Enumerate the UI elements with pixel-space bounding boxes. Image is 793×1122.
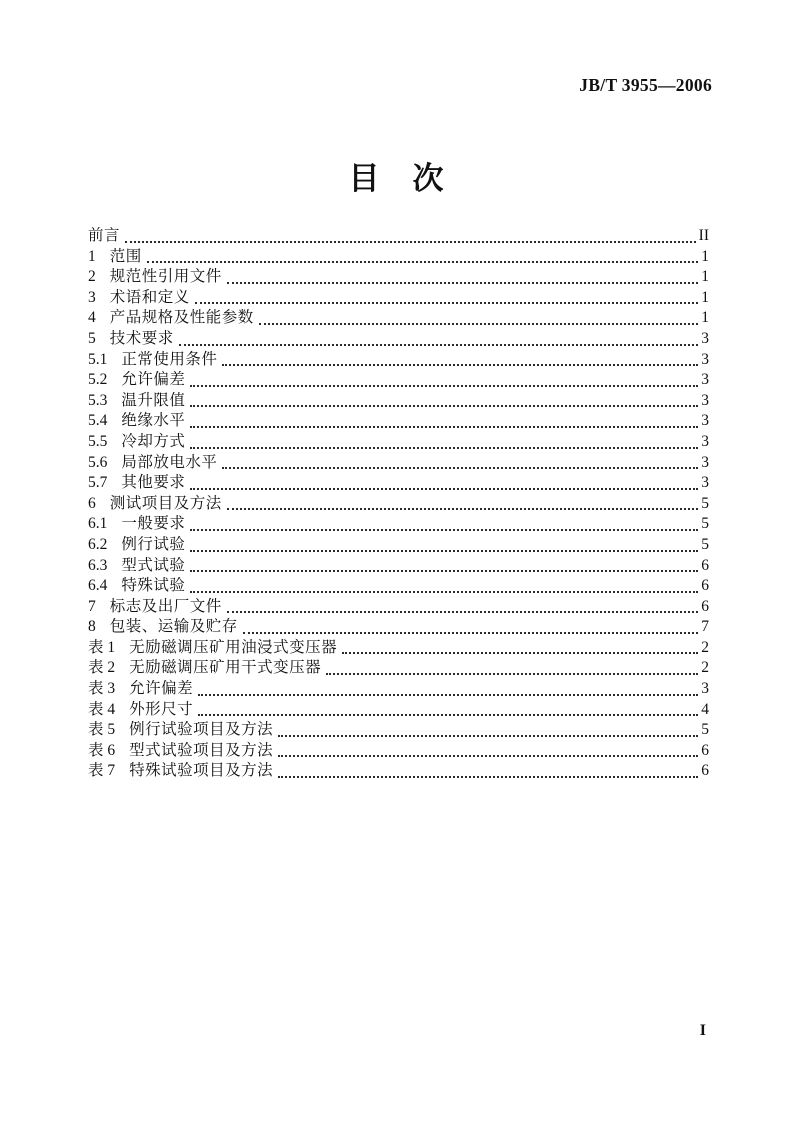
toc-entry-label: 特殊试验 — [121, 577, 186, 595]
toc-entry-page: 6 — [701, 741, 709, 759]
toc-leader-dots — [195, 302, 698, 304]
toc-leader-dots — [190, 426, 698, 428]
toc-entry-label: 规范性引用文件 — [109, 268, 222, 286]
toc-entry-page: 3 — [701, 371, 709, 389]
toc-entry-number: 表 2 — [88, 659, 116, 677]
toc-entry-page: 6 — [701, 762, 709, 780]
toc-leader-dots — [243, 632, 698, 634]
toc-entry-number: 6.1 — [88, 515, 108, 533]
toc-entry — [88, 267, 709, 288]
standard-code-header: JB/T 3955—2006 — [579, 75, 712, 95]
toc-entry — [88, 391, 709, 412]
toc-leader-dots — [227, 611, 698, 613]
toc-entry-label: 局部放电水平 — [121, 453, 218, 471]
toc-leader-dots — [326, 673, 698, 675]
toc-entry-page: 7 — [701, 618, 709, 636]
toc-entry-page: 3 — [701, 432, 709, 450]
toc-entry-label: 冷却方式 — [121, 432, 186, 450]
toc-entry-page: 2 — [701, 659, 709, 677]
toc-entry — [88, 638, 709, 659]
toc-entry-page: 3 — [701, 453, 709, 471]
toc-entry-number: 5 — [88, 329, 96, 347]
toc-entry-label: 温升限值 — [121, 391, 186, 409]
toc-entry-number: 5.5 — [88, 432, 108, 450]
toc-entry-page: 5 — [701, 535, 709, 553]
toc-entry-number: 4 — [88, 309, 96, 327]
toc-entry — [88, 576, 709, 597]
toc-leader-dots — [222, 364, 698, 366]
toc-leader-dots — [190, 550, 698, 552]
toc-entry-number: 6 — [88, 494, 96, 512]
toc-entry-label: 型式试验 — [121, 556, 186, 574]
toc-leader-dots — [278, 776, 698, 778]
toc-entry-number: 表 1 — [88, 638, 116, 656]
toc-leader-dots — [190, 385, 698, 387]
toc-entry-label: 包装、运输及贮存 — [109, 618, 238, 636]
toc-entry — [88, 288, 709, 309]
toc-leader-dots — [190, 447, 698, 449]
toc-entry — [88, 679, 709, 700]
toc-entry-label: 绝缘水平 — [121, 412, 186, 430]
toc-entry-page: 1 — [701, 309, 709, 327]
toc-entry-label: 例行试验 — [121, 535, 186, 553]
toc-entry-label: 例行试验项目及方法 — [129, 721, 274, 739]
toc-entry — [88, 226, 709, 247]
toc-entry-label: 技术要求 — [109, 329, 174, 347]
toc-entry-page: 1 — [701, 247, 709, 265]
toc-leader-dots — [147, 261, 698, 263]
toc-entry-label: 外形尺寸 — [129, 700, 194, 718]
toc-entry-page: 3 — [701, 680, 709, 698]
toc-entry — [88, 473, 709, 494]
toc-leader-dots — [227, 508, 698, 510]
page-title: 目 次 — [348, 161, 445, 196]
toc-entry-page: II — [698, 227, 709, 244]
toc-entry-label: 无励磁调压矿用油浸式变压器 — [129, 638, 338, 656]
toc-leader-dots — [342, 652, 698, 654]
toc-entry-number: 5.4 — [88, 412, 108, 430]
toc-entry — [88, 494, 709, 515]
toc-entry-page: 5 — [701, 494, 709, 512]
toc-entry-number: 2 — [88, 268, 96, 286]
toc-leader-dots — [125, 241, 696, 243]
toc-entry-page: 3 — [701, 329, 709, 347]
toc-entry-label: 前言 — [88, 227, 121, 244]
toc-entry — [88, 329, 709, 350]
toc-leader-dots — [190, 405, 698, 407]
toc-entry — [88, 658, 709, 679]
toc-entry-number: 1 — [88, 247, 96, 265]
toc-entry-number: 表 3 — [88, 680, 116, 698]
toc-entry — [88, 741, 709, 762]
toc-entry — [88, 556, 709, 577]
toc-leader-dots — [198, 694, 698, 696]
toc-entry-number: 表 7 — [88, 762, 116, 780]
toc-leader-dots — [198, 714, 698, 716]
toc-entry-number: 7 — [88, 597, 96, 615]
toc-list — [88, 226, 709, 782]
toc-entry-label: 标志及出厂文件 — [109, 597, 222, 615]
toc-entry-page: 5 — [701, 515, 709, 533]
toc-entry-label: 正常使用条件 — [121, 350, 218, 368]
toc-entry-label: 允许偏差 — [121, 371, 186, 389]
toc-entry-number: 8 — [88, 618, 96, 636]
toc-entry — [88, 453, 709, 474]
toc-entry-page: 6 — [701, 556, 709, 574]
toc-leader-dots — [278, 735, 698, 737]
toc-entry-page: 6 — [701, 597, 709, 615]
toc-entry-number: 6.2 — [88, 535, 108, 553]
toc-entry-number: 表 6 — [88, 741, 116, 759]
toc-entry-number: 3 — [88, 288, 96, 306]
toc-entry-page: 2 — [701, 638, 709, 656]
toc-entry — [88, 617, 709, 638]
toc-entry — [88, 535, 709, 556]
toc-entry-page: 5 — [701, 721, 709, 739]
toc-leader-dots — [259, 323, 698, 325]
toc-entry — [88, 370, 709, 391]
toc-entry-number: 表 5 — [88, 721, 116, 739]
toc-entry — [88, 761, 709, 782]
toc-entry-page: 3 — [701, 412, 709, 430]
toc-leader-dots — [222, 467, 698, 469]
toc-entry-page: 4 — [701, 700, 709, 718]
toc-entry — [88, 247, 709, 268]
toc-entry-number: 5.2 — [88, 371, 108, 389]
footer-page-number: I — [699, 1022, 706, 1039]
toc-entry-label: 型式试验项目及方法 — [129, 741, 274, 759]
toc-leader-dots — [190, 529, 698, 531]
toc-entry-label: 术语和定义 — [109, 288, 190, 306]
toc-entry-label: 其他要求 — [121, 474, 186, 492]
toc-entry — [88, 700, 709, 721]
toc-entry — [88, 720, 709, 741]
toc-entry-label: 测试项目及方法 — [109, 494, 222, 512]
toc-leader-dots — [278, 755, 698, 757]
toc-entry — [88, 411, 709, 432]
toc-entry-label: 特殊试验项目及方法 — [129, 762, 274, 780]
toc-entry-number: 5.3 — [88, 391, 108, 409]
toc-entry-number: 5.6 — [88, 453, 108, 471]
toc-entry-page: 1 — [701, 268, 709, 286]
toc-entry-label: 范围 — [109, 247, 142, 265]
toc-entry — [88, 597, 709, 618]
toc-entry — [88, 432, 709, 453]
toc-entry — [88, 308, 709, 329]
toc-leader-dots — [179, 344, 698, 346]
toc-entry-number: 表 4 — [88, 700, 116, 718]
toc-leader-dots — [190, 488, 698, 490]
toc-entry-number: 5.1 — [88, 350, 108, 368]
toc-leader-dots — [190, 570, 698, 572]
toc-entry — [88, 514, 709, 535]
toc-entry-number: 5.7 — [88, 474, 108, 492]
toc-entry-number: 6.4 — [88, 577, 108, 595]
toc-entry-number: 6.3 — [88, 556, 108, 574]
toc-entry-page: 3 — [701, 474, 709, 492]
toc-entry — [88, 350, 709, 371]
toc-entry-label: 无励磁调压矿用干式变压器 — [129, 659, 322, 677]
toc-entry-label: 允许偏差 — [129, 680, 194, 698]
toc-entry-label: 一般要求 — [121, 515, 186, 533]
toc-entry-label: 产品规格及性能参数 — [109, 309, 254, 327]
toc-entry-page: 1 — [701, 288, 709, 306]
toc-entry-page: 3 — [701, 391, 709, 409]
toc-entry-page: 6 — [701, 577, 709, 595]
toc-leader-dots — [227, 282, 698, 284]
toc-leader-dots — [190, 591, 698, 593]
toc-entry-page: 3 — [701, 350, 709, 368]
